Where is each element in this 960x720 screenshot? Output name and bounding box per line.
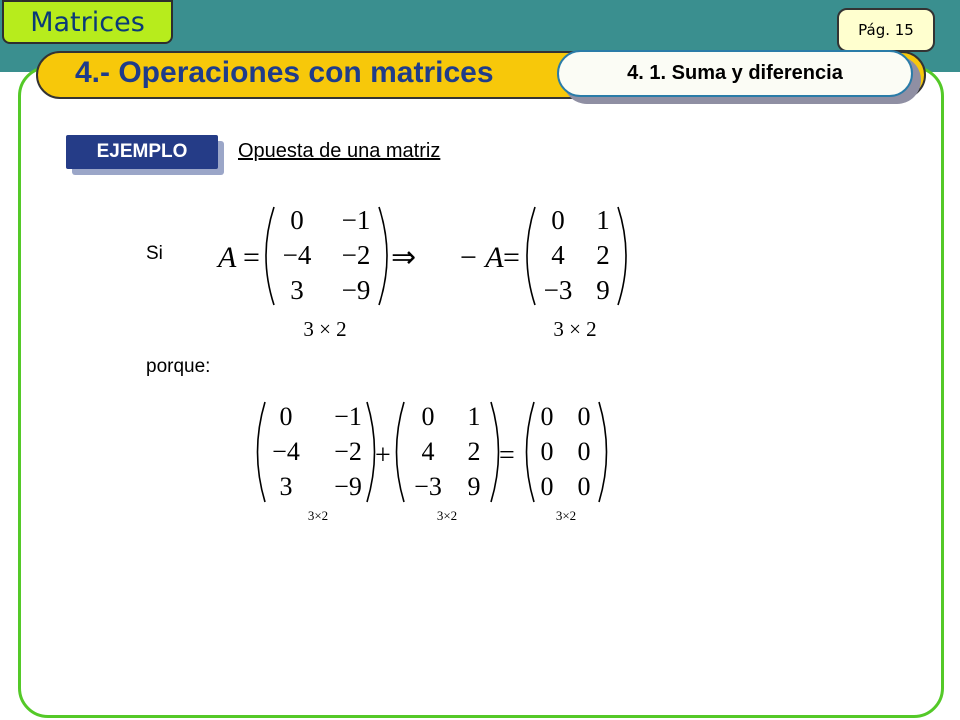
dimension-label-small: 3×2 (307, 508, 329, 523)
matrix-cell: −4 (272, 437, 300, 466)
example-heading: Opuesta de una matriz (238, 140, 441, 162)
matrix-cell: −4 (282, 240, 312, 270)
matrix-cell: 2 (596, 240, 610, 270)
matrix-cell: 0 (540, 437, 554, 466)
matrix-cell: 0 (290, 205, 304, 235)
app-tag: Matrices (2, 0, 173, 44)
dimension-label-small: 3×2 (555, 508, 577, 523)
matrix-neg-A-name: − A (458, 241, 504, 274)
matrix-cell: 0 (577, 402, 591, 431)
matrix-cell: 0 (577, 472, 591, 501)
matrix-cell: 0 (540, 402, 554, 431)
matrix-cell: 9 (467, 472, 481, 501)
matrix-cell: −3 (543, 275, 573, 305)
matrix-cell: −9 (334, 472, 362, 501)
matrix-cell: 2 (467, 437, 481, 466)
page-number: Pág. 15 (837, 8, 935, 52)
matrix-cell: −2 (334, 437, 362, 466)
matrix-cell: 3 (290, 275, 304, 305)
implies-arrow: ⇒ (391, 241, 417, 274)
plus-sign: + (375, 440, 391, 471)
dimension-label: 3 × 2 (553, 317, 597, 341)
matrix-cell: 3 (279, 472, 293, 501)
equals-sign: = (499, 440, 515, 471)
matrix-cell: 9 (596, 275, 610, 305)
matrix-cell: 1 (596, 205, 610, 235)
matrix-cell: −1 (334, 402, 362, 431)
equals-sign: = (503, 241, 520, 274)
page-title: 4.- Operaciones con matrices (75, 56, 494, 89)
matrix-cell: −9 (341, 275, 371, 305)
matrix-cell: 0 (577, 437, 591, 466)
section-subtitle: 4. 1. Suma y diferencia (557, 50, 913, 97)
equals-sign: = (243, 241, 260, 274)
matrix-cell: 1 (467, 402, 481, 431)
matrix-cell: −3 (414, 472, 442, 501)
dimension-label-small: 3×2 (436, 508, 458, 523)
label-si: Si (146, 243, 163, 264)
label-porque: porque: (146, 356, 211, 377)
matrix-cell: 0 (551, 205, 565, 235)
matrix-cell: −2 (341, 240, 371, 270)
matrix-A-name: A (218, 241, 237, 274)
matrix-cell: 0 (279, 402, 293, 431)
dimension-label: 3 × 2 (303, 317, 347, 341)
example-badge: EJEMPLO (66, 135, 218, 169)
matrix-cell: −1 (341, 205, 371, 235)
matrix-cell: 4 (551, 240, 565, 270)
matrix-cell: 4 (421, 437, 435, 466)
matrix-cell: 0 (540, 472, 554, 501)
matrix-cell: 0 (421, 402, 435, 431)
